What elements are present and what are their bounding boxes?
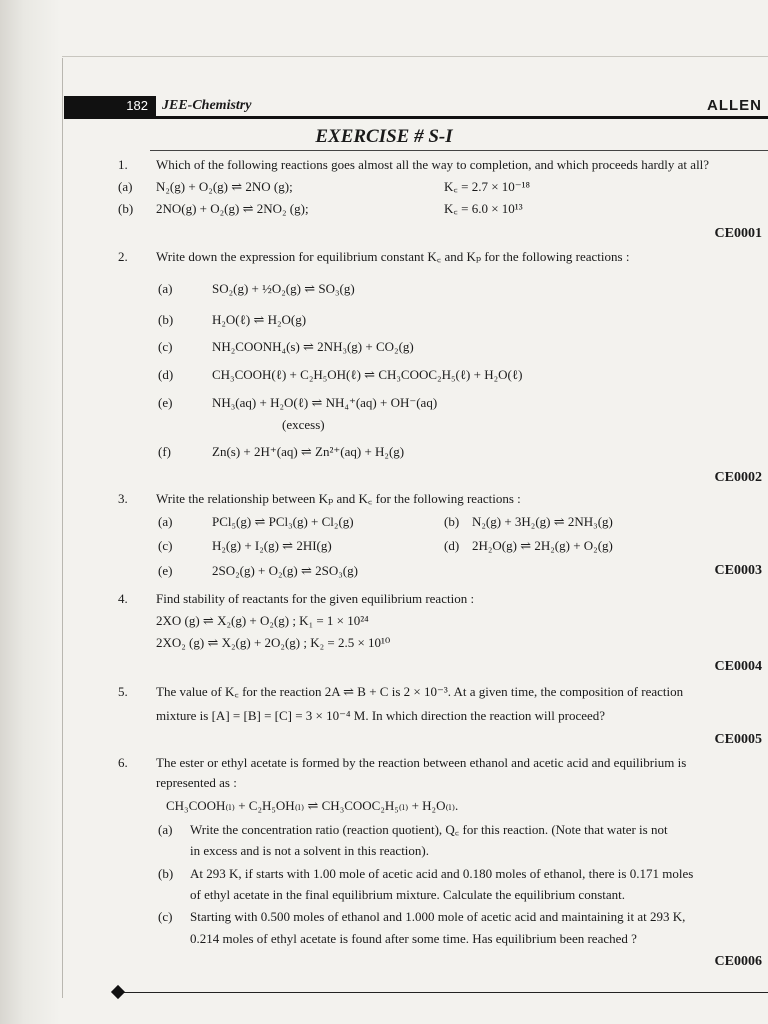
q6-c-line-2: 0.214 moles of ethyl acetate is found after some time. Has equilibrium been reached ? [190,931,637,946]
q5-number: 5. [118,684,128,699]
q1-number: 1. [118,157,128,172]
q2-f-label: (f) [158,444,171,459]
q2-number: 2. [118,249,128,264]
q2-d-equation: CH₃COOH(ℓ) + C₂H₅OH(ℓ) ⇌ CH₃COOC₂H₅(ℓ) + H₂O(ℓ) [212,367,523,382]
q4-text: Find stability of reactants for the given equilibrium reaction : [156,591,475,606]
bottom-rule [120,992,768,993]
q6-a-line-2: in excess and is not a solvent in this reaction). [190,843,430,858]
q6-c-line-1: Starting with 0.500 moles of ethanol and 1.000 mole of acetic acid and maintaining it at 293 K, [190,909,686,924]
q3-d-equation: 2H₂O(g) ⇌ 2H₂(g) + O₂(g) [472,538,613,553]
page-left-edge [62,58,63,998]
q1-a-constant: K꜀ = 2.7 × 10⁻¹⁸ [444,179,531,194]
q6-line-2: represented as : [156,775,237,790]
q3-c-label: (c) [158,538,173,553]
q3-b-equation: N₂(g) + 3H₂(g) ⇌ 2NH₃(g) [472,514,613,529]
q4-code: CE0004 [714,659,762,674]
q5-code: CE0005 [714,732,762,747]
brand-logo: ALLEN [707,97,762,114]
q6-equation: CH₃COOH₍ₗ₎ + C₂H₅OH₍ₗ₎ ⇌ CH₃COOC₂H₅₍ₗ₎ + H₂O₍ₗ₎. [166,798,459,813]
q1-code: CE0001 [714,226,762,241]
q2-d-label: (d) [158,367,174,382]
q4-equation-1: 2XO (g) ⇌ X₂(g) + O₂(g) ; K₁ = 1 × 10²⁴ [156,613,369,628]
q5-line-2: mixture is [A] = [B] = [C] = 3 × 10⁻⁴ M. In which direction the reaction will proceed? [156,708,606,723]
q3-code: CE0003 [714,563,762,578]
q1-text: Which of the following reactions goes almost all the way to completion, and which proceeds hardly at all? [156,157,710,172]
q2-code: CE0002 [714,470,762,485]
q6-b-label: (b) [158,866,174,881]
q3-text: Write the relationship between Kₚ and K꜀ for the following reactions : [156,491,521,506]
q3-e-equation: 2SO₂(g) + O₂(g) ⇌ 2SO₃(g) [212,563,358,578]
q1-b-equation: 2NO(g) + O₂(g) ⇌ 2NO₂ (g); [156,201,309,216]
q2-e-equation: NH₃(aq) + H₂O(ℓ) ⇌ NH₄⁺(aq) + OH⁻(aq) [212,395,438,410]
q6-b-line-1: At 293 K, if starts with 1.00 mole of acetic acid and 0.180 moles of ethanol, there is 0.171 moles [190,866,694,881]
q6-a-label: (a) [158,822,173,837]
subject-title: JEE-Chemistry [162,98,252,113]
q3-a-label: (a) [158,514,173,529]
page-number: 182 [64,96,156,116]
q3-number: 3. [118,491,128,506]
q3-b-label: (b) [444,514,460,529]
header-rule [64,116,768,119]
q6-number: 6. [118,755,128,770]
top-rule [62,56,768,57]
title-rule [150,150,768,151]
q2-text: Write down the expression for equilibrium constant K꜀ and Kₚ for the following reactions : [156,249,630,264]
q2-a-label: (a) [158,281,173,296]
q2-e-label: (e) [158,395,173,410]
q6-a-line-1: Write the concentration ratio (reaction quotient), Q꜀ for this reaction. (Note that water is not [190,822,668,837]
q1-a-label: (a) [118,179,133,194]
q1-b-constant: K꜀ = 6.0 × 10¹³ [444,201,523,216]
q2-excess-note: (excess) [282,417,325,432]
q2-a-equation: SO₂(g) + ½O₂(g) ⇌ SO₃(g) [212,281,355,296]
diamond-bullet-icon [111,985,125,999]
q2-b-label: (b) [158,312,174,327]
q6-line-1: The ester or ethyl acetate is formed by the reaction between ethanol and acetic acid and equilibrium is [156,755,687,770]
q3-d-label: (d) [444,538,460,553]
q2-c-label: (c) [158,339,173,354]
q3-e-label: (e) [158,563,173,578]
q6-b-line-2: of ethyl acetate in the final equilibrium mixture. Calculate the equilibrium constant. [190,887,626,902]
q4-equation-2: 2XO₂ (g) ⇌ X₂(g) + 2O₂(g) ; K₂ = 2.5 × 10¹⁰ [156,635,391,650]
scan-edge-shadow [0,0,60,1024]
q2-f-equation: Zn(s) + 2H⁺(aq) ⇌ Zn²⁺(aq) + H₂(g) [212,444,405,459]
q4-number: 4. [118,591,128,606]
q6-code: CE0006 [714,954,762,969]
q6-c-label: (c) [158,909,173,924]
q2-c-equation: NH₂COONH₄(s) ⇌ 2NH₃(g) + CO₂(g) [212,339,414,354]
exercise-title: EXERCISE # S-I [315,126,453,147]
q3-a-equation: PCl₅(g) ⇌ PCl₃(g) + Cl₂(g) [212,514,354,529]
q1-b-label: (b) [118,201,134,216]
q5-line-1: The value of K꜀ for the reaction 2A ⇌ B + C is 2 × 10⁻³. At a given time, the composition of reaction [156,684,684,699]
q2-b-equation: H₂O(ℓ) ⇌ H₂O(g) [212,312,307,327]
page-header [64,96,768,116]
q1-a-equation: N₂(g) + O₂(g) ⇌ 2NO (g); [156,179,293,194]
q3-c-equation: H₂(g) + I₂(g) ⇌ 2HI(g) [212,538,332,553]
